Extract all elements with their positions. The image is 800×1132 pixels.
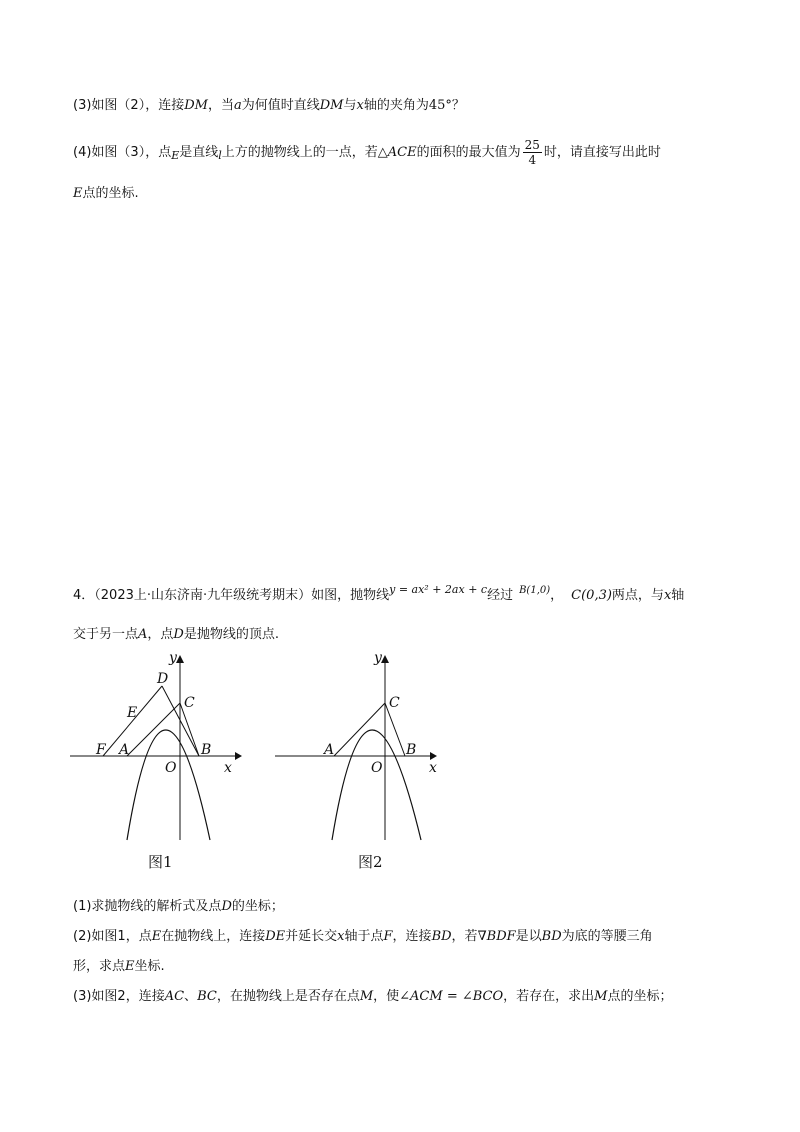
question-4-line: [73, 138, 661, 167]
text: 形，求点: [73, 959, 126, 974]
math-e: E: [171, 149, 180, 162]
text: 并延长交: [285, 929, 338, 944]
text: 求抛物线的解析式及点: [91, 899, 222, 914]
figure-1: [70, 650, 250, 850]
item-number: (1): [73, 899, 92, 914]
text: 为何值时直线: [241, 98, 320, 113]
label-c: C: [184, 695, 195, 711]
math-a-point: A: [138, 627, 148, 642]
label-x: x: [429, 760, 437, 776]
text: ，: [550, 588, 564, 603]
text: 如图1，点: [91, 929, 152, 944]
text: ，若存在，求出: [503, 989, 595, 1004]
math-e: E: [73, 186, 83, 201]
label-o: O: [165, 760, 177, 776]
question-4-line-2: [73, 185, 139, 203]
math-angle-equation: ∠ACM = ∠BCO: [399, 989, 504, 1004]
fraction-numerator: 25: [524, 138, 540, 152]
figure-2: [275, 650, 455, 850]
math-angle: 45°: [428, 98, 452, 113]
math-e-point: E: [125, 959, 135, 974]
math-bd: BD: [541, 929, 562, 944]
item-number: (4): [73, 145, 92, 160]
label-a: A: [119, 742, 130, 758]
text: 上方的抛物线上的一点，若: [221, 145, 378, 160]
text: 与: [343, 98, 357, 113]
text: ，在抛物线上是否存在点: [216, 989, 360, 1004]
text: 两点，与: [611, 588, 664, 603]
question-3-line: [73, 97, 465, 115]
text: ，连接: [392, 929, 432, 944]
text: ，点: [147, 627, 174, 642]
math-f-point: F: [383, 929, 393, 944]
text: 的坐标；: [231, 899, 284, 914]
label-y: y: [169, 650, 177, 666]
item-number: (3): [73, 989, 92, 1004]
math-m-point: M: [594, 989, 608, 1004]
text: ，使: [373, 989, 400, 1004]
text: 坐标.: [134, 959, 165, 974]
text: 、: [184, 989, 198, 1004]
math-ac: AC: [164, 989, 185, 1004]
math-point-c: C(0,3): [571, 588, 612, 603]
label-a: A: [324, 742, 335, 758]
text: 轴于点: [344, 929, 384, 944]
text: ，当: [207, 98, 234, 113]
item-number: (3): [73, 98, 92, 113]
label-b: B: [201, 742, 212, 758]
line-ac: [334, 703, 385, 756]
math-triangle-ace: △ACE: [377, 145, 417, 160]
math-x: x: [356, 98, 364, 113]
text: 4．（2023上·山东济南·九年级统考期末）如图，抛物线: [73, 588, 390, 603]
label-e: E: [127, 705, 138, 721]
text: 的面积的最大值为: [416, 145, 521, 160]
math-x: x: [337, 929, 345, 944]
math-bd: BD: [431, 929, 452, 944]
text: 如图（3），点: [91, 145, 172, 160]
math-de: DE: [265, 929, 286, 944]
math-point-b: B(1,0): [519, 585, 551, 596]
text: 交于另一点: [73, 627, 139, 642]
y-axis-arrow: [176, 655, 184, 663]
label-f: F: [96, 742, 106, 758]
text: 轴的夹角为: [363, 98, 429, 113]
text: 时，请直接写出此时: [543, 145, 661, 160]
line-fd: [103, 686, 162, 756]
fraction-denominator: 4: [528, 153, 537, 167]
math-d-point: D: [173, 627, 184, 642]
math-triangle-bdf: ∇BDF: [477, 929, 516, 944]
text: 经过: [487, 588, 514, 603]
label-d: D: [157, 671, 169, 687]
problem-4-line-1: [73, 581, 684, 605]
figure-1-caption: 图1: [148, 853, 173, 871]
sub-question-2: [73, 928, 653, 946]
math-l: l: [218, 149, 222, 162]
text: 在抛物线上，连接: [161, 929, 266, 944]
math-equation: y = ax² + 2ax + c: [389, 583, 488, 596]
y-axis-arrow: [381, 655, 389, 663]
sub-question-1: [73, 898, 284, 916]
math-e-point: E: [151, 929, 162, 944]
label-x: x: [224, 760, 232, 776]
fraction-25-4: [523, 138, 542, 167]
text: 是以: [515, 929, 542, 944]
parabola: [127, 730, 210, 840]
text: 为底的等腰三角: [561, 929, 653, 944]
label-b: B: [406, 742, 417, 758]
text: 轴: [671, 588, 685, 603]
x-axis-arrow: [235, 752, 242, 760]
math-dm: DM: [319, 98, 344, 113]
label-y: y: [374, 650, 382, 666]
item-number: (2): [73, 929, 92, 944]
text: ，若: [451, 929, 478, 944]
x-axis-arrow: [430, 752, 437, 760]
math-dm: DM: [184, 98, 208, 113]
math-a: a: [233, 98, 242, 113]
text: 如图（2），连接: [91, 98, 185, 113]
text: 点的坐标.: [82, 186, 139, 201]
label-o: O: [371, 760, 383, 776]
sub-question-2-line-2: [73, 958, 165, 976]
problem-4-line-2: [73, 626, 279, 644]
math-d-point: D: [221, 899, 232, 914]
text: 是抛物线的顶点.: [183, 627, 279, 642]
figure-2-caption: 图2: [358, 853, 383, 871]
text: 点的坐标；: [607, 989, 673, 1004]
sub-question-3: [73, 988, 673, 1006]
math-x: x: [663, 588, 672, 603]
label-c: C: [389, 695, 400, 711]
text: 是直线: [179, 145, 219, 160]
math-bc: BC: [197, 989, 217, 1004]
text: 如图2，连接: [91, 989, 165, 1004]
math-m-point: M: [359, 989, 374, 1004]
text: ？: [451, 98, 465, 113]
